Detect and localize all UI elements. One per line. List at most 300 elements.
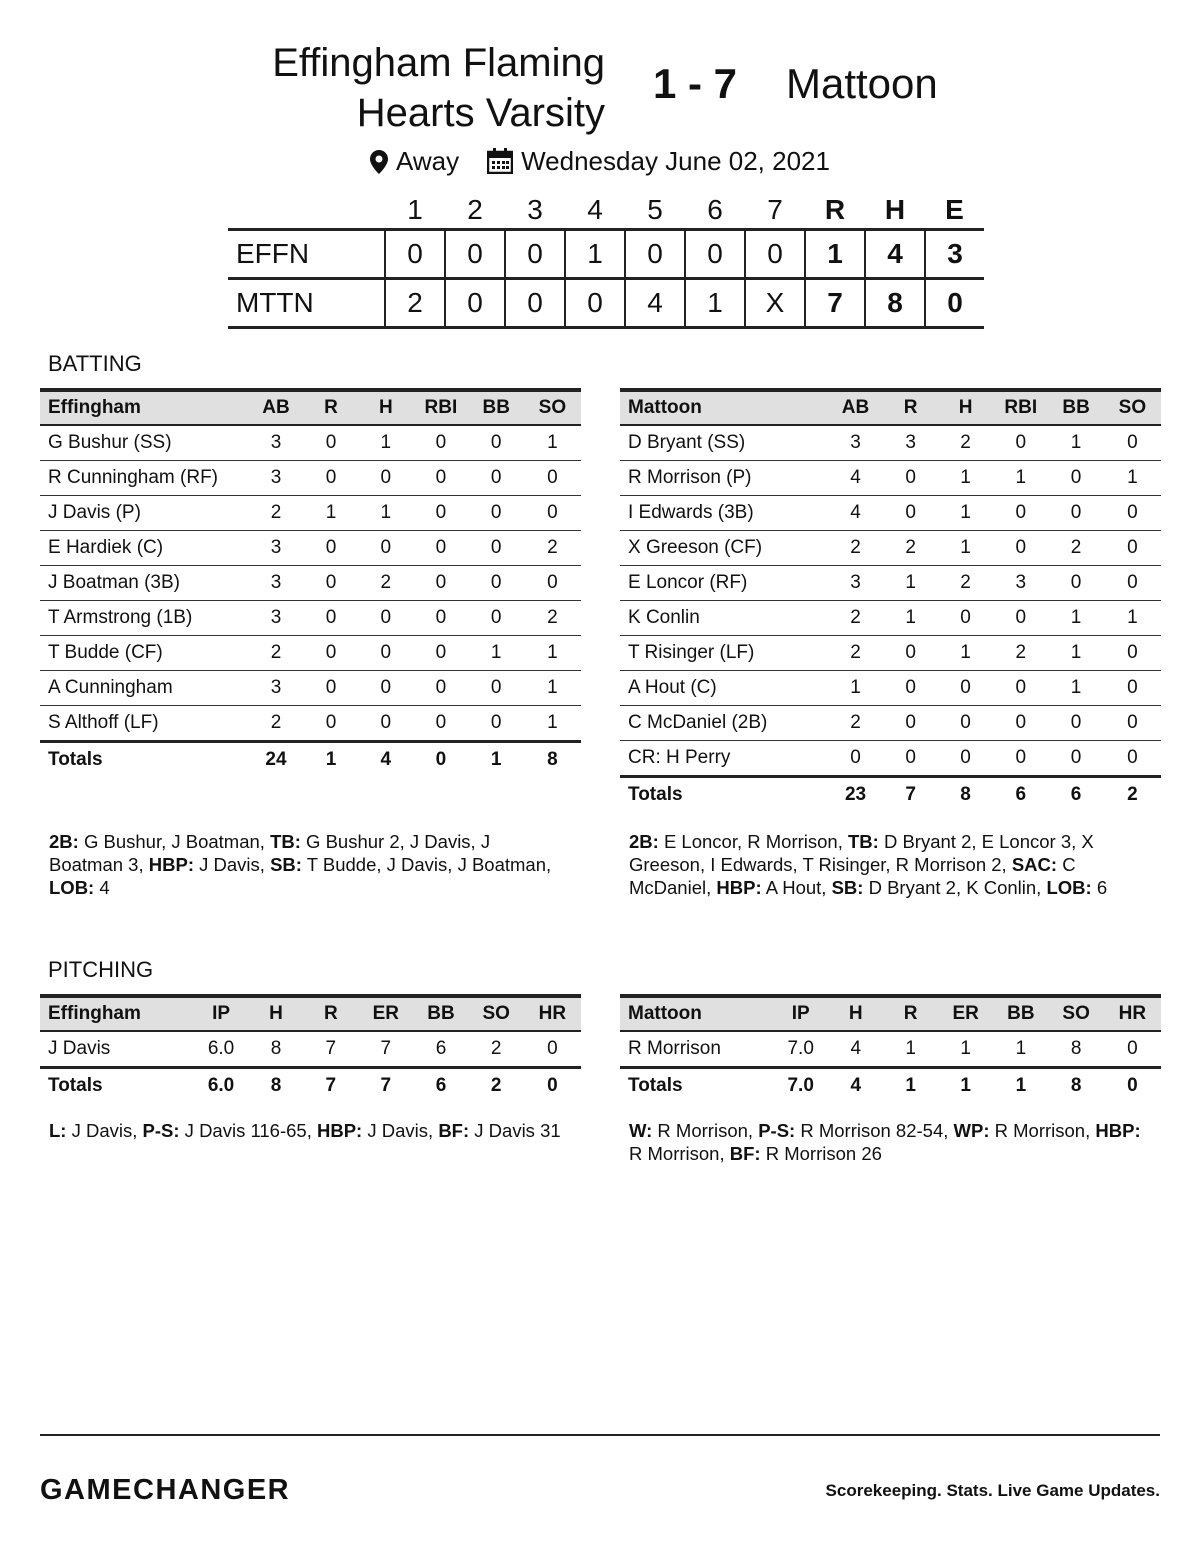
stat-cell: 0 — [358, 461, 413, 496]
totals-label: Totals — [628, 784, 683, 805]
stat-column-header: RBI — [1004, 397, 1038, 418]
totals-cell: 7 — [905, 784, 916, 805]
stat-cell: 0 — [1048, 461, 1103, 496]
totals-cell: 8 — [960, 784, 971, 805]
stat-cell: 2 — [248, 496, 303, 531]
stat-cell: 0 — [993, 601, 1048, 636]
calendar-icon — [487, 148, 513, 181]
note-label: 2B: — [49, 831, 79, 852]
linescore-inning-cell: 4 — [625, 279, 685, 328]
stat-cell: 0 — [358, 671, 413, 706]
note-text: T Budde, J Davis, J Boatman, — [301, 854, 552, 875]
totals-cell: 7.0 — [787, 1075, 814, 1096]
stat-cell: 0 — [304, 671, 359, 706]
stat-cell: 2 — [828, 706, 883, 741]
totals-cell: 8 — [1070, 1075, 1082, 1096]
stat-column-header: BB — [427, 1003, 455, 1024]
stat-column-header: BB — [482, 397, 510, 418]
stat-cell: 0 — [938, 601, 993, 636]
note-text: R Morrison 26 — [760, 1143, 882, 1164]
linescore-total-cell: 1 — [805, 230, 865, 279]
stat-cell: 1 — [1048, 425, 1103, 461]
player-name: E Loncor (RF) — [620, 566, 828, 601]
stat-cell: 0 — [413, 601, 468, 636]
totals-cell: 1 — [960, 1075, 971, 1096]
totals-label: Totals — [48, 1075, 103, 1096]
stat-cell: 7 — [303, 1031, 358, 1068]
effingham-batting-table — [40, 388, 581, 777]
totals-row — [40, 742, 581, 778]
totals-row — [620, 1068, 1161, 1104]
stat-cell: 7.0 — [773, 1031, 828, 1068]
stat-cell: 0 — [1104, 566, 1161, 601]
stat-cell: 2 — [828, 531, 883, 566]
stat-cell: 0 — [1048, 706, 1103, 741]
stat-cell: 1 — [993, 1031, 1048, 1068]
note-text: E Loncor, R Morrison, — [658, 831, 848, 852]
stat-cell: 7 — [358, 1031, 413, 1068]
table-header-row — [40, 996, 581, 1031]
stat-cell: 2 — [993, 636, 1048, 671]
stat-column-header: IP — [791, 1003, 810, 1024]
stat-column-header: H — [269, 1003, 283, 1024]
stat-cell: 0 — [413, 671, 468, 706]
table-row — [40, 425, 581, 461]
stat-cell: 1 — [938, 496, 993, 531]
note-label: SB: — [831, 877, 864, 898]
player-name: X Greeson (CF) — [620, 531, 828, 566]
totals-cell: 2 — [490, 1075, 502, 1096]
stat-column-header: SO — [1062, 1003, 1090, 1024]
stat-cell: 0 — [524, 461, 581, 496]
stat-cell: 1 — [304, 496, 359, 531]
stat-cell: 0 — [993, 425, 1048, 461]
stat-column-header: BB — [1007, 1003, 1035, 1024]
totals-cell: 6 — [1015, 784, 1027, 805]
footer-tagline: Scorekeeping. Stats. Live Game Updates. — [825, 1481, 1160, 1500]
note-label: HBP: — [716, 877, 762, 898]
stat-column-header: ER — [952, 1003, 979, 1024]
home-team-name-line2: Hearts Varsity — [356, 91, 605, 135]
stat-cell: 3 — [828, 425, 883, 461]
table-row — [40, 566, 581, 601]
note-label: TB: — [848, 831, 879, 852]
player-name: S Althoff (LF) — [40, 706, 248, 742]
stat-cell: 8 — [249, 1031, 304, 1068]
stat-cell: 2 — [1048, 531, 1103, 566]
stat-cell: 0 — [1104, 671, 1161, 706]
stat-column-header: HR — [1118, 1003, 1147, 1024]
home-team-name — [200, 38, 605, 138]
stat-cell: 1 — [883, 601, 938, 636]
note-text: D Bryant 2, E Loncor 3, X Greeson, I Edwards, T Risinger, R Morrison 2, — [629, 831, 1094, 875]
stat-cell: 3 — [828, 566, 883, 601]
stat-cell: 1 — [524, 425, 581, 461]
totals-cell: 23 — [844, 784, 867, 805]
table-header-row — [620, 996, 1161, 1031]
linescore-inning-cell: 1 — [685, 279, 745, 328]
note-label: LOB: — [1046, 877, 1092, 898]
note-text: J Davis, — [362, 1120, 439, 1141]
away-team-name: Mattoon — [786, 60, 938, 107]
stat-cell: 2 — [938, 425, 993, 461]
note-label: P-S: — [142, 1120, 180, 1141]
stat-cell: 4 — [828, 496, 883, 531]
note-text: 4 — [94, 877, 110, 898]
totals-cell: 0 — [435, 749, 447, 770]
table-row — [40, 461, 581, 496]
linescore-team-header — [228, 192, 385, 230]
totals-cell: 0 — [547, 1075, 558, 1096]
totals-cell: 2 — [1127, 784, 1138, 805]
totals-label: Totals — [628, 1075, 683, 1096]
linescore-team: EFFN — [236, 238, 310, 269]
totals-cell: 7 — [380, 1075, 392, 1096]
player-name: A Hout (C) — [620, 671, 828, 706]
mattoon-batting-table — [620, 388, 1161, 812]
note-label: SAC: — [1011, 854, 1058, 875]
note-text: J Davis 31 — [469, 1120, 561, 1141]
linescore-total-cell: 8 — [865, 279, 925, 328]
stat-cell: 0 — [358, 531, 413, 566]
inning-header: 6 — [707, 194, 723, 225]
stat-cell: 0 — [413, 531, 468, 566]
stat-cell: 1 — [358, 496, 413, 531]
totals-row — [620, 777, 1161, 813]
stat-cell: 1 — [938, 461, 993, 496]
table-row — [620, 566, 1161, 601]
note-text: G Bushur, J Boatman, — [78, 831, 271, 852]
stat-cell: 0 — [524, 1031, 581, 1068]
totals-cell: 1 — [325, 749, 337, 770]
stat-cell: 0 — [413, 566, 468, 601]
stat-column-header: R — [323, 1003, 338, 1024]
stat-cell: 0 — [469, 671, 524, 706]
stat-cell: 1 — [358, 425, 413, 461]
linescore-inning-cell: 0 — [565, 279, 625, 328]
stat-cell: 3 — [248, 461, 303, 496]
linescore-total-cell: 3 — [925, 230, 984, 279]
stat-cell: 0 — [1104, 496, 1161, 531]
linescore-inning-cell: 0 — [445, 230, 505, 279]
player-name: I Edwards (3B) — [620, 496, 828, 531]
team-column-header: Mattoon — [628, 397, 702, 418]
player-name: R Cunningham (RF) — [40, 461, 248, 496]
stat-cell: 8 — [1049, 1031, 1104, 1068]
inning-header: 5 — [647, 194, 663, 225]
stat-cell: 2 — [469, 1031, 524, 1068]
player-name: C McDaniel (2B) — [620, 706, 828, 741]
linescore-inning-cell: 1 — [565, 230, 625, 279]
stat-cell: 0 — [469, 601, 524, 636]
stat-cell: 2 — [828, 636, 883, 671]
stat-cell: 0 — [1104, 741, 1161, 777]
stat-cell: 0 — [304, 531, 359, 566]
stat-cell: 2 — [248, 706, 303, 742]
stat-cell: 0 — [469, 496, 524, 531]
stat-cell: 0 — [304, 601, 359, 636]
table-row — [620, 741, 1161, 777]
stat-cell: 1 — [883, 566, 938, 601]
stat-cell: 2 — [248, 636, 303, 671]
mattoon-pitching-table — [620, 994, 1161, 1103]
stat-cell: 0 — [883, 461, 938, 496]
table-header-row — [620, 390, 1161, 425]
hits-header: H — [884, 194, 906, 225]
linescore-inning-cell: 0 — [625, 230, 685, 279]
note-text: 6 — [1091, 877, 1108, 898]
stat-cell: 6.0 — [193, 1031, 248, 1068]
stat-cell: 3 — [248, 601, 303, 636]
stat-cell: 1 — [938, 1031, 993, 1068]
linescore-inning-cell: 0 — [505, 230, 565, 279]
stat-cell: 3 — [248, 531, 303, 566]
linescore-team: MTTN — [236, 287, 314, 318]
table-row — [40, 636, 581, 671]
linescore-total-cell: 4 — [865, 230, 925, 279]
stat-cell: 0 — [413, 461, 468, 496]
table-row — [40, 706, 581, 742]
stat-cell: 1 — [524, 706, 581, 742]
player-name: T Risinger (LF) — [620, 636, 828, 671]
linescore-inning-cell: 0 — [385, 230, 445, 279]
player-name: D Bryant (SS) — [620, 425, 828, 461]
stat-cell: 0 — [1104, 706, 1161, 741]
note-text: A Hout, — [761, 877, 832, 898]
team-column-header: Effingham — [48, 397, 141, 418]
linescore-inning-cell: 0 — [445, 279, 505, 328]
totals-cell: 6 — [435, 1075, 447, 1096]
linescore-inning-cell: 0 — [685, 230, 745, 279]
player-name: CR: H Perry — [620, 741, 828, 777]
mattoon-batting-notes — [629, 830, 1149, 899]
stat-cell: 0 — [304, 425, 359, 461]
stat-cell: 0 — [469, 566, 524, 601]
totals-cell: 1 — [1015, 1075, 1027, 1096]
table-row — [620, 425, 1161, 461]
stat-cell: 0 — [413, 425, 468, 461]
stat-cell: 0 — [1104, 1031, 1161, 1068]
stat-column-header: IP — [212, 1003, 231, 1024]
stat-cell: 2 — [524, 601, 581, 636]
stat-cell: 0 — [993, 531, 1048, 566]
effingham-pitching-table — [40, 994, 581, 1103]
stat-cell: 0 — [938, 671, 993, 706]
location-label: Away — [396, 146, 460, 176]
inning-header: 4 — [587, 194, 603, 225]
note-text: D Bryant 2, K Conlin, — [863, 877, 1047, 898]
stat-cell: 0 — [883, 496, 938, 531]
inning-header: 3 — [527, 194, 543, 225]
stat-cell: 0 — [938, 741, 993, 777]
note-label: TB: — [270, 831, 301, 852]
batting-section-title: BATTING — [48, 351, 142, 376]
stat-column-header: R — [903, 1003, 918, 1024]
note-label: BF: — [729, 1143, 761, 1164]
note-text: R Morrison 82-54, — [795, 1120, 954, 1141]
note-label: L: — [49, 1120, 67, 1141]
stat-cell: 0 — [1048, 566, 1103, 601]
stat-cell: 1 — [828, 671, 883, 706]
runs-header: R — [824, 194, 846, 225]
footer-divider — [40, 1434, 1160, 1436]
final-score: 1 - 7 — [652, 60, 738, 107]
player-name: R Morrison — [620, 1031, 773, 1068]
note-text: C McDaniel, — [629, 854, 1076, 898]
stat-cell: 0 — [883, 671, 938, 706]
inning-header: 7 — [767, 194, 783, 225]
inning-header: 2 — [467, 194, 483, 225]
stat-column-header: BB — [1062, 397, 1090, 418]
stat-cell: 0 — [469, 461, 524, 496]
table-row — [620, 1031, 1161, 1068]
stat-cell: 3 — [248, 671, 303, 706]
stat-cell: 3 — [248, 425, 303, 461]
stat-column-header: SO — [538, 397, 567, 418]
stat-cell: 1 — [938, 531, 993, 566]
table-row — [40, 601, 581, 636]
stat-cell: 2 — [883, 531, 938, 566]
player-name: E Hardiek (C) — [40, 531, 248, 566]
stat-cell: 0 — [469, 706, 524, 742]
player-name: J Davis — [40, 1031, 193, 1068]
stat-cell: 0 — [413, 496, 468, 531]
stat-column-header: RBI — [424, 397, 458, 418]
note-label: SB: — [270, 854, 302, 875]
stat-cell: 6 — [413, 1031, 468, 1068]
stat-cell: 1 — [1048, 636, 1103, 671]
table-row — [620, 601, 1161, 636]
table-row — [620, 461, 1161, 496]
stat-column-header: R — [324, 397, 338, 418]
stat-cell: 0 — [358, 601, 413, 636]
stat-column-header: ER — [372, 1003, 400, 1024]
team-column-header: Effingham — [48, 1003, 141, 1024]
stat-column-header: HR — [538, 1003, 567, 1024]
stat-cell: 0 — [1104, 636, 1161, 671]
stat-column-header: H — [848, 1003, 863, 1024]
stat-cell: 2 — [828, 601, 883, 636]
stat-cell: 2 — [938, 566, 993, 601]
stat-cell: 0 — [469, 425, 524, 461]
table-row — [40, 1031, 581, 1068]
mattoon-pitching-notes — [629, 1119, 1149, 1165]
totals-cell: 0 — [1127, 1075, 1138, 1096]
table-row — [40, 671, 581, 706]
stat-cell: 0 — [883, 741, 938, 777]
stat-column-header: H — [378, 397, 393, 418]
stat-cell: 0 — [358, 636, 413, 671]
stat-cell: 0 — [993, 496, 1048, 531]
game-meta — [0, 146, 1200, 181]
totals-label: Totals — [48, 749, 103, 770]
note-label: BF: — [438, 1120, 470, 1141]
stat-column-header: H — [958, 397, 973, 418]
stat-cell: 3 — [993, 566, 1048, 601]
home-team-name-line1: Effingham Flaming — [272, 41, 605, 85]
stat-cell: 0 — [1048, 496, 1103, 531]
player-name: A Cunningham — [40, 671, 248, 706]
stat-column-header: AB — [262, 397, 290, 418]
stat-column-header: R — [903, 397, 918, 418]
stat-cell: 1 — [993, 461, 1048, 496]
stat-cell: 0 — [883, 706, 938, 741]
linescore-inning-cell: 0 — [505, 279, 565, 328]
linescore-total-cell: 0 — [925, 279, 984, 328]
table-row — [620, 706, 1161, 741]
stat-cell: 4 — [828, 461, 883, 496]
table-row — [40, 531, 581, 566]
totals-cell: 1 — [490, 749, 502, 770]
team-column-header: Mattoon — [628, 1003, 702, 1024]
stat-cell: 0 — [469, 531, 524, 566]
pitching-section-title: PITCHING — [48, 957, 154, 982]
stat-cell: 2 — [524, 531, 581, 566]
note-text: R Morrison, — [989, 1120, 1096, 1141]
note-text: J Davis, — [66, 1120, 143, 1141]
player-name: R Morrison (P) — [620, 461, 828, 496]
linescore-inning-cell: 0 — [745, 230, 805, 279]
linescore-total-cell: 7 — [805, 279, 865, 328]
stat-cell: 1 — [524, 671, 581, 706]
note-text: J Davis, — [194, 854, 271, 875]
player-name: J Davis (P) — [40, 496, 248, 531]
stat-cell: 0 — [358, 706, 413, 742]
note-label: P-S: — [758, 1120, 796, 1141]
stat-cell: 0 — [993, 671, 1048, 706]
gamechanger-logo: GAMECHANGER — [40, 1474, 291, 1506]
totals-cell: 4 — [850, 1075, 862, 1096]
stat-cell: 0 — [413, 706, 468, 742]
stat-cell: 0 — [304, 706, 359, 742]
stat-column-header: SO — [1118, 397, 1147, 418]
note-text: G Bushur 2, J Davis, J Boatman 3, — [49, 831, 491, 875]
stat-cell: 0 — [828, 741, 883, 777]
note-text: R Morrison, — [629, 1143, 730, 1164]
totals-cell: 6.0 — [207, 1075, 235, 1096]
note-label: HBP: — [1095, 1120, 1141, 1141]
stat-cell: 0 — [1104, 531, 1161, 566]
totals-cell: 24 — [265, 749, 287, 770]
stat-cell: 1 — [883, 1031, 938, 1068]
totals-cell: 4 — [380, 749, 392, 770]
linescore-inning-cell: X — [745, 279, 805, 328]
errors-header: E — [945, 194, 964, 225]
note-text: R Morrison, — [652, 1120, 759, 1141]
map-pin-icon — [370, 150, 388, 181]
player-name: K Conlin — [620, 601, 828, 636]
stat-cell: 1 — [1048, 601, 1103, 636]
totals-cell: 8 — [270, 1075, 282, 1096]
player-name: G Bushur (SS) — [40, 425, 248, 461]
stat-cell: 0 — [1104, 425, 1161, 461]
table-header-row — [40, 390, 581, 425]
note-label: 2B: — [629, 831, 659, 852]
table-row — [620, 636, 1161, 671]
stat-cell: 0 — [1048, 741, 1103, 777]
note-label: W: — [629, 1120, 653, 1141]
totals-cell: 6 — [1070, 784, 1082, 805]
player-name: J Boatman (3B) — [40, 566, 248, 601]
linescore-inning-cell: 2 — [385, 279, 445, 328]
stat-cell: 1 — [938, 636, 993, 671]
table-row — [620, 531, 1161, 566]
stat-column-header: AB — [841, 397, 870, 418]
stat-cell: 0 — [883, 636, 938, 671]
note-label: HBP: — [317, 1120, 363, 1141]
stat-cell: 3 — [248, 566, 303, 601]
stat-cell: 1 — [469, 636, 524, 671]
